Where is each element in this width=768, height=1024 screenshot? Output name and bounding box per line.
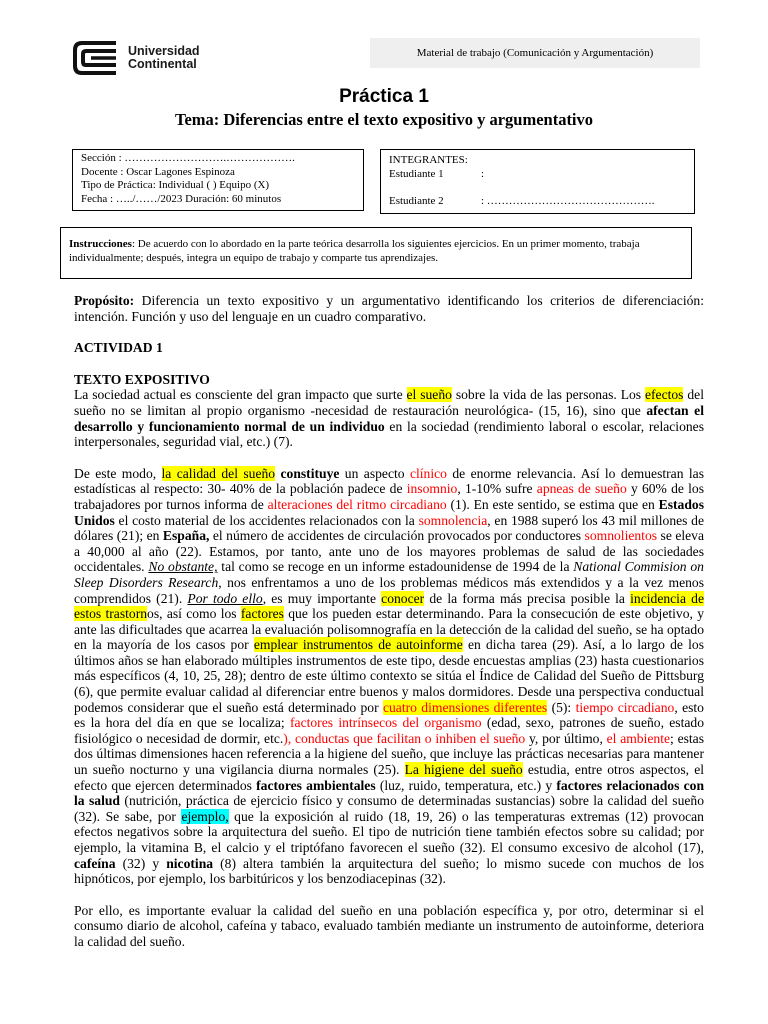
student1-row xyxy=(389,168,694,182)
proposito-text: Diferencia un texto expositivo y un argumentativo identificando los criterios de diferenciación: intención. Función y uso del lenguaje en un cuadro comparativo. xyxy=(74,293,704,324)
paragraph-1: La sociedad actual es consciente del gran impacto que surte el sueño sobre la vida de las personas. Los efectos del sueño no se limitan al propio organismo -necesidad de restauración neurológica- (15, 16), sino que afectan el desarrollo y funcionamiento normal de un individuo en la sociedad (rendimiento laboral o escolar, relaciones interpersonales, seguridad vial, etc.) (7). xyxy=(74,387,704,450)
material-label-box xyxy=(370,38,700,68)
page-subtitle: Tema: Diferencias entre el texto expositivo y argumentativo xyxy=(174,110,594,129)
docente-line: Docente : Oscar Lagones Espinoza xyxy=(81,165,235,178)
paragraph-2: De este modo, la calidad del sueño constituye un aspecto clínico de enorme relevancia. Así lo demuestran las estadísticas al respecto: 30- 40% de la población padece de insomnio, 1-10% sufre apneas de sueño y 60% de los trabajadores por turnos informa de alteraciones del ritmo circadiano (1). En este sentido, se estima que en Estados Unidos el costo material de los accidentes relacionados con la somnolencia, en 1988 superó los 43 mil millones de dólares (21); en España, el número de accidentes de circulación provocados por conductores somnolientos se eleva a 40,000 al año (22). Estamos, por tanto, ante uno de los mayores problemas de salud de las sociedades occidentales. No obstante, tal como se recoge en un informe estadounidense de 1994 de la National Commision on Sleep Disorders Research, nos enfrentamos a uno de los problemas médicos más extendidos y a la vez menos comprendidos (21). Por todo ello, es muy importante conocer de la forma más precisa posible la incidencia de estos trastornos, así como los factores que los pueden estar determinando. Para la consecución de este objetivo, y ante las dificultades que acarrea la evaluación polisomnografía en la detección de la calidad del sueño, se ha optado en la mayoría de los casos por emplear instrumentos de autoinforme en dicha tarea (29). Así, a lo largo de los últimos años se han elaborado múltiples instrumentos de este tipo, desde encuestas amplias (23) hasta cuestionarios más específicos (4, 10, 25, 28); dentro de este último contexto se sitúa el Índice de Calidad del Sueño de Pittsburg (6), que permite evaluar calidad al diferenciar entre buenos y malos dormidores. Desde una perspectiva conductual podemos considerar que el sueño está determinado por cuatro dimensiones diferentes (5): tiempo circadiano, esto es la hora del día en que se localiza; factores intrínsecos del organismo (edad, sexo, patrones de sueño, estado fisiológico o necesidad de dormir, etc.), conductas que facilitan o inhiben el sueño y, por último, el ambiente; estas dos últimas dimensiones hacen referencia a la higiene del sueño, que incluye las prácticas necesarias para mantener un sueño nocturno y una vigilancia diurna normales (25). La higiene del sueño estudia, entre otros aspectos, el efecto que ejercen determinados factores ambientales (luz, ruido, temperatura, etc.) y factores relacionados con la salud (nutrición, práctica de ejercicio físico y consumo de determinadas sustancias) sobre la calidad del sueño (32). Se sabe, por ejemplo, que la exposición al ruido (18, 19, 26) o las temperaturas extremas (12) provocan efectos negativos sobre la arquitectura del sueño. El tipo de nutrición tiene también efectos sobre su calidad; por ejemplo, la vitamina B, el calcio y el triptófano favorecen el sueño (32). El consumo excesivo de alcohol (17), cafeína (32) y nicotina (8) altera también la arquitectura del sueño; lo mismo sucede con muchos de los hipnóticos, por ejemplo, los barbitúricos y los benzodiacepinas (32). xyxy=(74,465,705,887)
student2-label: Estudiante 2 xyxy=(389,195,444,207)
university-name-line2: Continental xyxy=(128,57,197,71)
student1-label: Estudiante 1 xyxy=(389,167,444,180)
document-body xyxy=(74,293,704,950)
university-name-line1: Universidad xyxy=(128,44,200,58)
team-heading: INTEGRANTES: xyxy=(389,154,468,166)
instructions-text: : De acuerdo con lo abordado en la parte teórica desarrolla los siguientes ejercicios. En un primer momento, trabaja individualmente; después, integra un equipo de trabajo y comparte tus aprendizajes. xyxy=(69,238,640,264)
page-title: Práctica 1 xyxy=(339,86,429,107)
instructions-box xyxy=(60,227,692,279)
tipo-line: Tipo de Práctica: Individual ( ) Equipo (X) xyxy=(81,179,270,191)
student2-value: : ………………………………………. xyxy=(481,195,655,207)
university-logo-icon xyxy=(72,40,120,76)
team-box xyxy=(380,149,695,214)
instructions-label: Instrucciones xyxy=(69,238,132,250)
proposito-label: Propósito: xyxy=(74,293,135,308)
university-logo xyxy=(72,40,200,76)
student1-value: : xyxy=(481,167,485,180)
paragraph-3: Por ello, es importante evaluar la calidad del sueño en una población específica y, por otro, determinar si el consumo diario de alcohol, cafeína y tabaco, evaluado también mediante un instrumento de autoinforme, deteriora la calidad del sueño. xyxy=(74,902,704,949)
course-info-box xyxy=(72,149,364,211)
material-label: Material de trabajo (Comunicación y Argumentación) xyxy=(416,47,654,59)
student2-row xyxy=(389,195,694,209)
fecha-line: Fecha : …../……/2023 Duración: 60 minutos xyxy=(81,192,282,205)
university-name xyxy=(128,45,200,71)
proposito-paragraph xyxy=(74,293,704,324)
section-heading: TEXTO EXPOSITIVO xyxy=(74,371,210,387)
activity-heading: ACTIVIDAD 1 xyxy=(74,340,163,356)
seccion-line: Sección : ……………………….………………. xyxy=(81,152,295,164)
